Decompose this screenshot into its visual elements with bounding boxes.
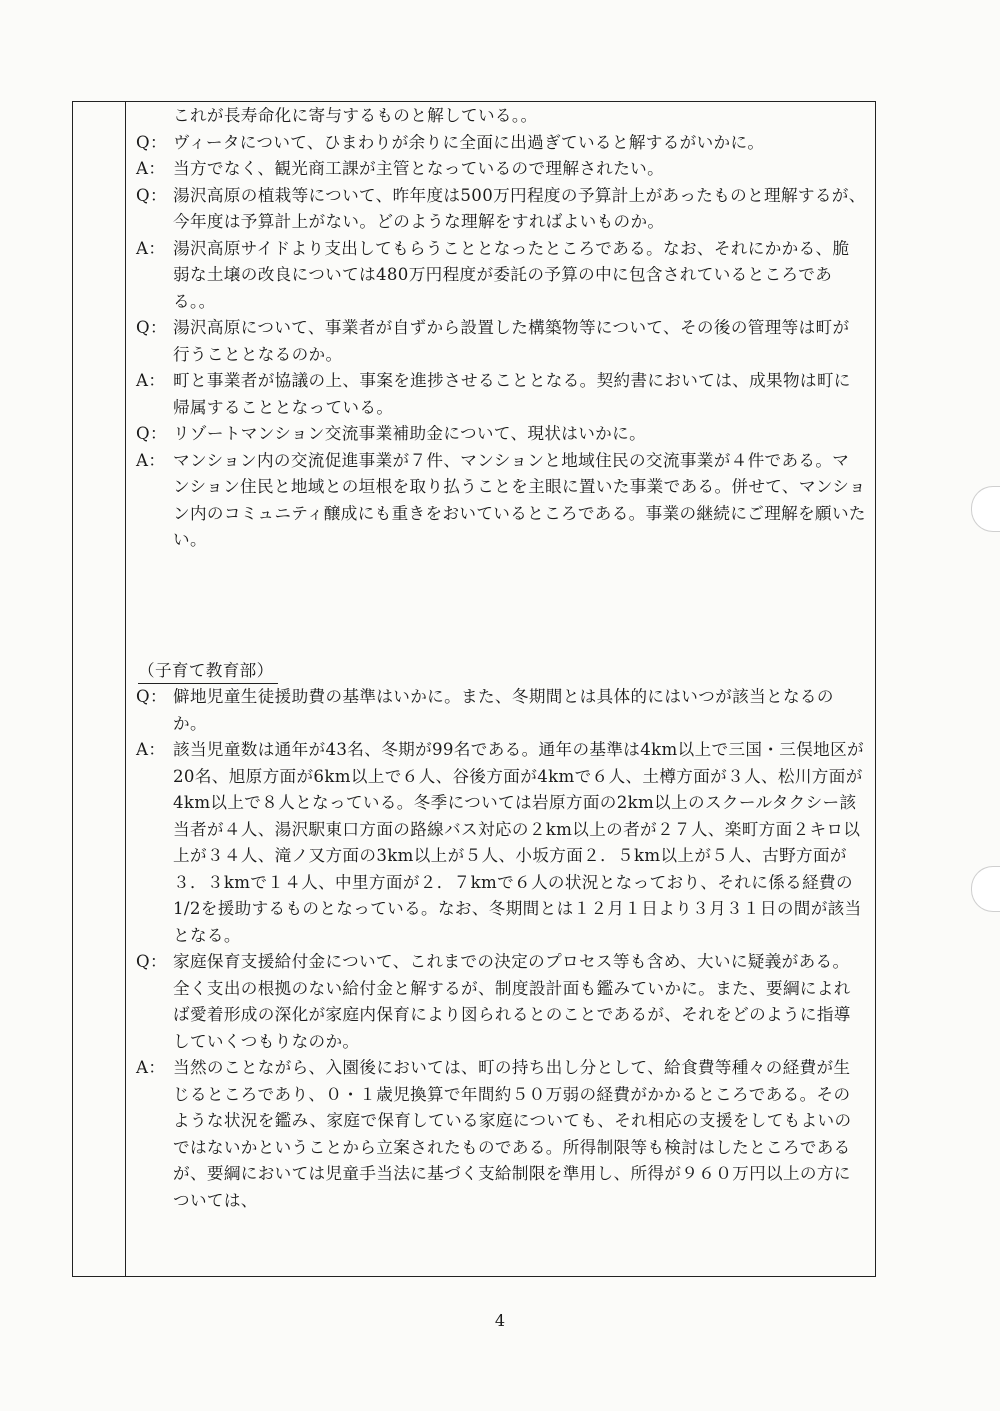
qa-text: 町と事業者が協議の上、事案を進捗させることとなる。契約書においては、成果物は町に帰属することとなっている。 [173,371,851,417]
qa-marker: Q： [136,687,167,706]
qa-item [136,949,866,1055]
qa-item [136,737,866,949]
qa-marker: A： [136,238,166,258]
qa-list-a [136,130,866,554]
qa-item [136,156,866,183]
qa-text: 僻地児童生徒援助費の基準はいかに。また、冬期間とは具体的にはいつが該当となるのか。 [173,687,834,733]
qa-item [136,130,866,157]
column-divider [125,102,126,1276]
qa-marker: Q： [136,318,167,337]
qa-marker: A： [136,1058,166,1077]
qa-item [136,1055,866,1214]
qa-item [136,684,866,737]
qa-marker: Q： [136,185,167,205]
qa-item [136,368,866,421]
qa-item [136,183,866,236]
qa-marker: A： [136,159,166,178]
section-heading: （子育て教育部） [138,659,278,684]
qa-marker: Q： [136,132,167,152]
qa-list-b [136,684,866,1214]
qa-text: マンション内の交流促進事業が７件、マンションと地域住民の交流事業が４件である。マンション住民と地域との垣根を取り払うことを主眼に置いた事業である。併せて、マンション内のコミュニティ醸成にも重きをおいているところである。事業の継続にご理解を願いたい。 [173,450,866,549]
qa-item [136,315,866,368]
qa-marker: A： [136,740,166,759]
section-gap [136,554,866,658]
qa-item [136,236,866,316]
qa-marker: Q： [136,424,167,443]
qa-text: 家庭保育支援給付金について、これまでの決定のプロセス等も含め、大いに疑義がある。全く支出の根拠のない給付金と解するが、制度設計面も鑑みていかに。また、要綱によれば愛着形成の深化が家庭内保育により図られるとのことであるが、それをどのように指導していくつもりなのか。 [173,952,851,1051]
qa-text: 湯沢高原の植栽等について、昨年度は500万円程度の予算計上があったものと理解するが、今年度は予算計上がない。どのような理解をすればよいものか。 [173,185,866,231]
qa-text: 該当児童数は通年が43名、冬期が99名である。通年の基準は4km以上で三国・三俣地区が20名、旭原方面が6km以上で６人、谷後方面が4kmで６人、土樽方面が３人、松川方面が4km以上で８人となっている。冬季については岩原方面の2km以上のスクールタクシー該当者が４人、湯沢駅東口方面の路線バス対応の２km以上の者が２７人、楽町方面２キロ以上が３４人、滝ノ又方面の3km以上が５人、小坂方面２．５km以上が５人、古野方面が３．３kmで１４人、中里方面が２．７kmで６人の状況となっており、それに係る経費の1/2を援助するものとなっている。なお、冬期間とは１２月１日より３月３１日の間が該当となる。 [173,740,864,945]
qa-marker: A： [136,450,166,470]
qa-text: 当方でなく、観光商工課が主管となっているので理解されたい。 [173,159,665,178]
qa-text: 当然のことながら、入園後においては、町の持ち出し分として、給食費等種々の経費が生じるところであり、０・１歳児換算で年間約５０万弱の経費がかかるところである。そのような状況を鑑み、家庭で保育している家庭についても、それ相応の支援をしてもよいのではないかということから立案されたものである。所得制限等も検討はしたところであるが、要綱においては児童手当法に基づく支給制限を準用し、所得が９６０万円以上の方については、 [173,1058,852,1210]
qa-text: 湯沢高原サイドより支出してもらうこととなったところである。なお、それにかかる、脆弱な土壌の改良については480万円程度が委託の予算の中に包含されているところである。。 [173,238,850,311]
content-column [136,103,866,1214]
continued-answer-line: これが長寿命化に寄与するものと解している。。 [173,106,538,125]
qa-marker: Q： [136,952,167,971]
qa-marker: A： [136,371,166,390]
qa-text: ヴィータについて、ひまわりが余りに全面に出過ぎていると解するがいかに。 [173,132,765,152]
qa-text: リゾートマンション交流事業補助金について、現状はいかに。 [173,424,647,443]
qa-text: 湯沢高原について、事業者が自ずから設置した構築物等について、その後の管理等は町が行うこととなるのか。 [173,318,850,364]
punch-hole-top [971,486,1000,532]
qa-item [136,421,866,448]
page-number: 4 [494,1311,506,1330]
punch-hole-bottom [971,866,1000,912]
qa-item [136,448,866,554]
